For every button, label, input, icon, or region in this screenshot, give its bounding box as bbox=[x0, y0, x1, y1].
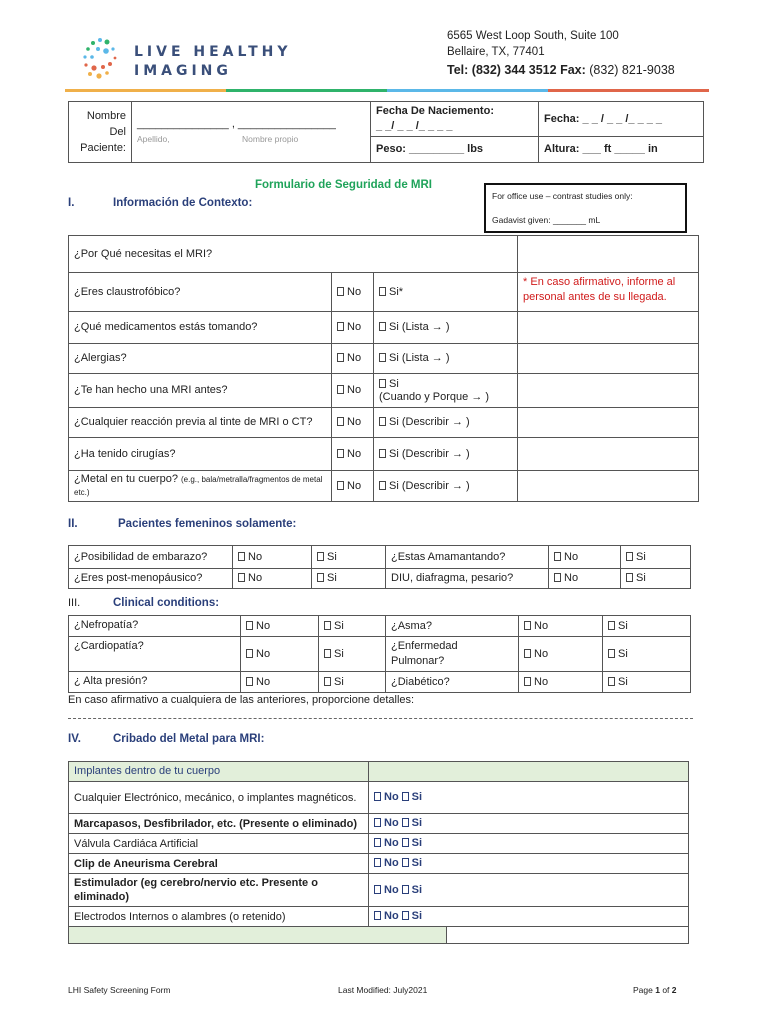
table-row bbox=[69, 672, 691, 693]
no-option[interactable] bbox=[332, 374, 374, 408]
no-option[interactable] bbox=[332, 408, 374, 438]
no-option[interactable] bbox=[241, 672, 319, 693]
checkbox-label: No bbox=[534, 647, 549, 660]
checkbox-label: Si bbox=[636, 572, 646, 584]
yes-option[interactable] bbox=[603, 672, 691, 693]
question: ¿Asma? bbox=[386, 616, 519, 637]
height-field[interactable]: Altura: ___ ft _____ in bbox=[539, 137, 704, 163]
form-title: Formulario de Seguridad de MRI bbox=[255, 179, 432, 191]
checkbox-icon[interactable] bbox=[317, 573, 324, 582]
checkbox-icon[interactable] bbox=[374, 885, 381, 894]
table-row bbox=[69, 907, 689, 927]
answer-field[interactable] bbox=[518, 438, 699, 471]
no-option[interactable] bbox=[332, 438, 374, 471]
checkbox-label: Si (Lista → ) bbox=[389, 352, 450, 364]
section1-title: Información de Contexto: bbox=[113, 197, 253, 209]
checkbox-icon[interactable] bbox=[374, 838, 381, 847]
table-row bbox=[69, 408, 699, 438]
implant-question: Electrodos Internos o alambres (o retenido) bbox=[69, 907, 369, 927]
checkbox-icon[interactable] bbox=[402, 838, 409, 847]
checkbox-label: No bbox=[564, 572, 579, 584]
question: ¿Estas Amamantando? bbox=[386, 546, 549, 569]
no-option[interactable] bbox=[241, 616, 319, 637]
table-row bbox=[69, 854, 689, 874]
section4-title: Cribado del Metal para MRI: bbox=[113, 733, 265, 745]
yes-label: Si bbox=[411, 910, 423, 922]
checkbox-icon[interactable] bbox=[379, 287, 386, 296]
no-label: No bbox=[384, 857, 399, 869]
checkbox-label: Si bbox=[327, 572, 337, 584]
section1-number: I. bbox=[68, 197, 75, 209]
answer-field[interactable] bbox=[518, 344, 699, 374]
checkbox-label: No bbox=[347, 416, 362, 428]
header-empty bbox=[369, 762, 689, 782]
checkbox-icon[interactable] bbox=[246, 621, 253, 630]
checkbox-icon[interactable] bbox=[337, 385, 344, 394]
question-text: ¿Ha tenido cirugías? bbox=[74, 447, 176, 460]
checkbox-icon[interactable] bbox=[317, 552, 324, 561]
checkbox-icon[interactable] bbox=[626, 573, 633, 582]
checkbox-icon[interactable] bbox=[402, 818, 409, 827]
implant-question: Marcapasos, Desfibrilador, etc. (Presente o eliminado) bbox=[69, 814, 369, 834]
checkbox-label: Si bbox=[618, 647, 628, 660]
implants-header: Implantes dentro de tu cuerpo bbox=[69, 762, 369, 782]
table-header-row bbox=[69, 762, 689, 782]
checkbox-icon[interactable] bbox=[374, 792, 381, 801]
implant-question: Estimulador (eg cerebro/nervio etc. Presente o eliminado) bbox=[69, 874, 369, 907]
checkbox-icon[interactable] bbox=[238, 573, 245, 582]
details-prompt: En caso afirmativo a cualquiera de las anteriores, proporcione detalles: bbox=[68, 694, 415, 706]
question bbox=[69, 344, 332, 374]
question-text: ¿Qué medicamentos estás tomando? bbox=[74, 321, 258, 333]
no-option[interactable] bbox=[332, 344, 374, 374]
question-text: ¿Te han hecho una MRI antes? bbox=[74, 384, 228, 396]
section4-number: IV. bbox=[68, 733, 82, 745]
checkbox-label: Si (Describir → ) bbox=[389, 416, 470, 428]
no-label: No bbox=[384, 791, 399, 803]
table-row bbox=[69, 546, 691, 569]
checkbox-icon[interactable] bbox=[554, 573, 561, 582]
checkbox-icon[interactable] bbox=[379, 449, 386, 458]
question-text: ¿Eres claustrofóbico? bbox=[74, 285, 181, 298]
yes-label: Si bbox=[411, 791, 423, 803]
female-patients-table bbox=[68, 545, 691, 589]
arrival-note: * En caso afirmativo, informe al personal antes de su llegada. bbox=[518, 273, 699, 312]
yes-option[interactable] bbox=[374, 374, 518, 408]
checkbox-icon[interactable] bbox=[379, 481, 386, 490]
checkbox-icon[interactable] bbox=[524, 677, 531, 686]
checkbox-icon[interactable] bbox=[379, 379, 386, 388]
question bbox=[69, 312, 332, 344]
checkbox-icon[interactable] bbox=[402, 885, 409, 894]
checkbox-icon[interactable] bbox=[402, 858, 409, 867]
details-line[interactable] bbox=[68, 718, 693, 719]
answer-field[interactable] bbox=[518, 312, 699, 344]
checkbox-label: Si bbox=[618, 619, 628, 632]
checkbox-icon[interactable] bbox=[608, 621, 615, 630]
checkbox-label: No bbox=[347, 447, 362, 460]
yes-label: Si bbox=[411, 857, 423, 869]
checkbox-icon[interactable] bbox=[246, 649, 253, 658]
checkbox-icon[interactable] bbox=[324, 649, 331, 658]
section2-title: Pacientes femeninos solamente: bbox=[118, 518, 297, 530]
checkbox-label: Si (Describir → ) bbox=[389, 447, 470, 460]
implant-answer bbox=[369, 782, 689, 814]
no-option[interactable] bbox=[241, 637, 319, 672]
implant-answer bbox=[369, 834, 689, 854]
context-table bbox=[68, 235, 699, 502]
yes-option[interactable] bbox=[312, 546, 386, 569]
yes-option[interactable] bbox=[319, 637, 386, 672]
checkbox-icon[interactable] bbox=[402, 911, 409, 920]
question bbox=[69, 408, 332, 438]
checkbox-icon[interactable] bbox=[524, 649, 531, 658]
checkbox-icon[interactable] bbox=[374, 818, 381, 827]
implant-answer bbox=[369, 874, 689, 907]
checkbox-label: Si bbox=[334, 675, 344, 688]
question bbox=[69, 438, 332, 471]
checkbox-icon[interactable] bbox=[379, 353, 386, 362]
checkbox-label: Si bbox=[618, 675, 628, 688]
no-label: No bbox=[384, 910, 399, 922]
checkbox-icon[interactable] bbox=[524, 621, 531, 630]
date-field[interactable]: Fecha: _ _ / _ _ /_ _ _ _ bbox=[539, 102, 704, 137]
no-option[interactable] bbox=[519, 616, 603, 637]
question-note: (e.g., bala/metralla/fragmentos de metal etc.) bbox=[74, 475, 323, 497]
section3-title: Clinical conditions: bbox=[113, 597, 220, 609]
table-row bbox=[69, 236, 699, 273]
table-row bbox=[69, 374, 699, 408]
no-option[interactable] bbox=[332, 273, 374, 312]
clinical-conditions-table bbox=[68, 615, 691, 693]
checkbox-icon[interactable] bbox=[337, 353, 344, 362]
no-option[interactable] bbox=[233, 546, 312, 569]
no-label: No bbox=[384, 883, 399, 896]
yes-label: Si bbox=[411, 883, 423, 896]
logo-text: LIVE HEALTHY IMAGING bbox=[134, 44, 292, 79]
no-label: No bbox=[384, 817, 399, 829]
table-row bbox=[69, 874, 689, 907]
why-mri-answer[interactable] bbox=[518, 236, 699, 273]
implant-answer bbox=[369, 814, 689, 834]
checkbox-icon[interactable] bbox=[374, 911, 381, 920]
yes-option[interactable] bbox=[374, 408, 518, 438]
footer-form-name: LHI Safety Screening Form bbox=[68, 985, 171, 995]
table-row bbox=[69, 814, 689, 834]
checkbox-label: Si (Lista → ) bbox=[389, 321, 450, 333]
no-option[interactable] bbox=[549, 546, 621, 569]
table-row bbox=[69, 344, 699, 374]
checkbox-label: Si bbox=[636, 550, 646, 563]
question bbox=[69, 374, 332, 408]
table-row bbox=[69, 637, 691, 672]
yes-option[interactable] bbox=[312, 569, 386, 589]
metal-screening-table bbox=[68, 761, 689, 944]
checkbox-icon[interactable] bbox=[554, 552, 561, 561]
question: ¿Diabético? bbox=[386, 672, 519, 693]
logo-icon bbox=[80, 36, 122, 82]
table-row bbox=[69, 438, 699, 471]
implant-question: Cualquier Electrónico, mecánico, o implantes magnéticos. bbox=[69, 782, 369, 814]
question: ¿Cardiopatía? bbox=[69, 637, 241, 672]
why-mri-question: ¿Por Qué necesitas el MRI? bbox=[69, 236, 518, 273]
question: ¿Enfermedad Pulmonar? bbox=[386, 637, 519, 672]
checkbox-icon[interactable] bbox=[608, 649, 615, 658]
address: 6565 West Loop South, Suite 100 Bellaire, TX, 77401 Tel: (832) 344 3512 Fax: (832) 821-9038 bbox=[447, 30, 675, 77]
patient-info-table bbox=[68, 101, 704, 163]
checkbox-icon[interactable] bbox=[324, 677, 331, 686]
checkbox-icon[interactable] bbox=[402, 792, 409, 801]
checkbox-icon[interactable] bbox=[238, 552, 245, 561]
checkbox-label: No bbox=[256, 675, 271, 688]
question bbox=[69, 471, 332, 502]
checkbox-icon[interactable] bbox=[337, 481, 344, 490]
table-row bbox=[69, 569, 691, 589]
yes-option[interactable] bbox=[621, 546, 691, 569]
checkbox-label: Si bbox=[389, 377, 399, 390]
no-label: No bbox=[384, 837, 399, 849]
implant-question: Clip de Aneurisma Cerebral bbox=[69, 854, 369, 874]
yes-option[interactable] bbox=[374, 344, 518, 374]
weight-field[interactable]: Peso: _________ lbs bbox=[371, 137, 539, 163]
yes-label: Si bbox=[411, 817, 423, 829]
checkbox-label: Si bbox=[334, 647, 344, 660]
yes-detail: (Cuando y Porque → ) bbox=[379, 390, 490, 403]
question: ¿Nefropatía? bbox=[69, 616, 241, 637]
no-option[interactable] bbox=[519, 637, 603, 672]
checkbox-icon[interactable] bbox=[246, 677, 253, 686]
yes-option[interactable] bbox=[319, 672, 386, 693]
checkbox-icon[interactable] bbox=[337, 322, 344, 331]
no-option[interactable] bbox=[519, 672, 603, 693]
checkbox-icon[interactable] bbox=[337, 287, 344, 296]
checkbox-label: No bbox=[248, 550, 263, 563]
checkbox-icon[interactable] bbox=[324, 621, 331, 630]
implant-question: Válvula Cardiáca Artificial bbox=[69, 834, 369, 854]
yes-option[interactable] bbox=[374, 471, 518, 502]
yes-option[interactable] bbox=[374, 438, 518, 471]
checkbox-label: Si (Describir → ) bbox=[389, 479, 470, 492]
checkbox-icon[interactable] bbox=[337, 417, 344, 426]
checkbox-icon[interactable] bbox=[608, 677, 615, 686]
table-row bbox=[69, 312, 699, 344]
question: DIU, diafragma, pesario? bbox=[386, 569, 549, 589]
table-row bbox=[69, 273, 699, 312]
answer-field[interactable] bbox=[518, 408, 699, 438]
yes-option[interactable] bbox=[374, 312, 518, 344]
checkbox-label: No bbox=[347, 352, 362, 364]
color-bar-green bbox=[226, 89, 387, 92]
no-option[interactable] bbox=[332, 312, 374, 344]
footer-empty-cell[interactable] bbox=[447, 927, 689, 944]
question: ¿ Alta presión? bbox=[69, 672, 241, 693]
checkbox-label: No bbox=[256, 619, 271, 632]
implant-answer bbox=[369, 907, 689, 927]
table-row bbox=[69, 927, 689, 944]
checkbox-label: No bbox=[347, 321, 362, 333]
yes-option[interactable] bbox=[319, 616, 386, 637]
checkbox-label: No bbox=[347, 384, 362, 396]
dob-field[interactable]: Fecha De Naciemento: _ _/ _ _ /_ _ _ _ bbox=[371, 102, 539, 137]
answer-field[interactable] bbox=[518, 471, 699, 502]
checkbox-label: No bbox=[347, 285, 362, 298]
yes-label: Si bbox=[411, 837, 423, 849]
color-bar-red bbox=[548, 89, 709, 92]
checkbox-label: Si bbox=[334, 619, 344, 632]
checkbox-icon[interactable] bbox=[337, 449, 344, 458]
question bbox=[69, 273, 332, 312]
no-option[interactable] bbox=[332, 471, 374, 502]
footer-shaded-cell bbox=[69, 927, 447, 944]
color-bar-blue bbox=[387, 89, 548, 92]
yes-option[interactable] bbox=[603, 616, 691, 637]
checkbox-label: No bbox=[256, 647, 271, 660]
no-option[interactable] bbox=[549, 569, 621, 589]
question-text: ¿Cualquier reacción previa al tinte de MRI o CT? bbox=[74, 416, 313, 428]
implant-answer bbox=[369, 854, 689, 874]
question-text: ¿Alergias? bbox=[74, 352, 127, 364]
patient-name-label: Nombre Del Paciente: bbox=[69, 102, 132, 163]
checkbox-label: No bbox=[347, 479, 362, 492]
office-use-box: For office use – contrast studies only: Gadavist given: _______ mL bbox=[484, 183, 687, 233]
answer-field[interactable] bbox=[518, 374, 699, 408]
no-option[interactable] bbox=[233, 569, 312, 589]
section2-number: II. bbox=[68, 518, 78, 530]
checkbox-icon[interactable] bbox=[626, 552, 633, 561]
table-row bbox=[69, 471, 699, 502]
checkbox-label: Si bbox=[327, 550, 337, 563]
checkbox-icon[interactable] bbox=[379, 322, 386, 331]
yes-option[interactable] bbox=[374, 273, 518, 312]
footer-page-number: Page 1 of 2 bbox=[633, 985, 677, 995]
patient-name-field[interactable]: _______________ , ________________ Apellido, Nombre propio bbox=[132, 102, 371, 163]
checkbox-icon[interactable] bbox=[374, 858, 381, 867]
checkbox-label: No bbox=[534, 619, 549, 632]
yes-option[interactable] bbox=[603, 637, 691, 672]
yes-option[interactable] bbox=[621, 569, 691, 589]
section3-number: III. bbox=[68, 597, 81, 609]
question: ¿Eres post-menopáusico? bbox=[69, 569, 233, 589]
table-row bbox=[69, 834, 689, 854]
checkbox-label: No bbox=[248, 572, 263, 584]
footer-last-modified: Last Modified: July2021 bbox=[338, 985, 428, 995]
checkbox-label: No bbox=[534, 675, 549, 688]
color-bar-orange bbox=[65, 89, 226, 92]
table-row bbox=[69, 616, 691, 637]
question-text: ¿Metal en tu cuerpo? bbox=[74, 473, 178, 485]
checkbox-label: Si* bbox=[389, 285, 404, 298]
table-row bbox=[69, 782, 689, 814]
question: ¿Posibilidad de embarazo? bbox=[69, 546, 233, 569]
checkbox-label: No bbox=[564, 550, 579, 563]
checkbox-icon[interactable] bbox=[379, 417, 386, 426]
